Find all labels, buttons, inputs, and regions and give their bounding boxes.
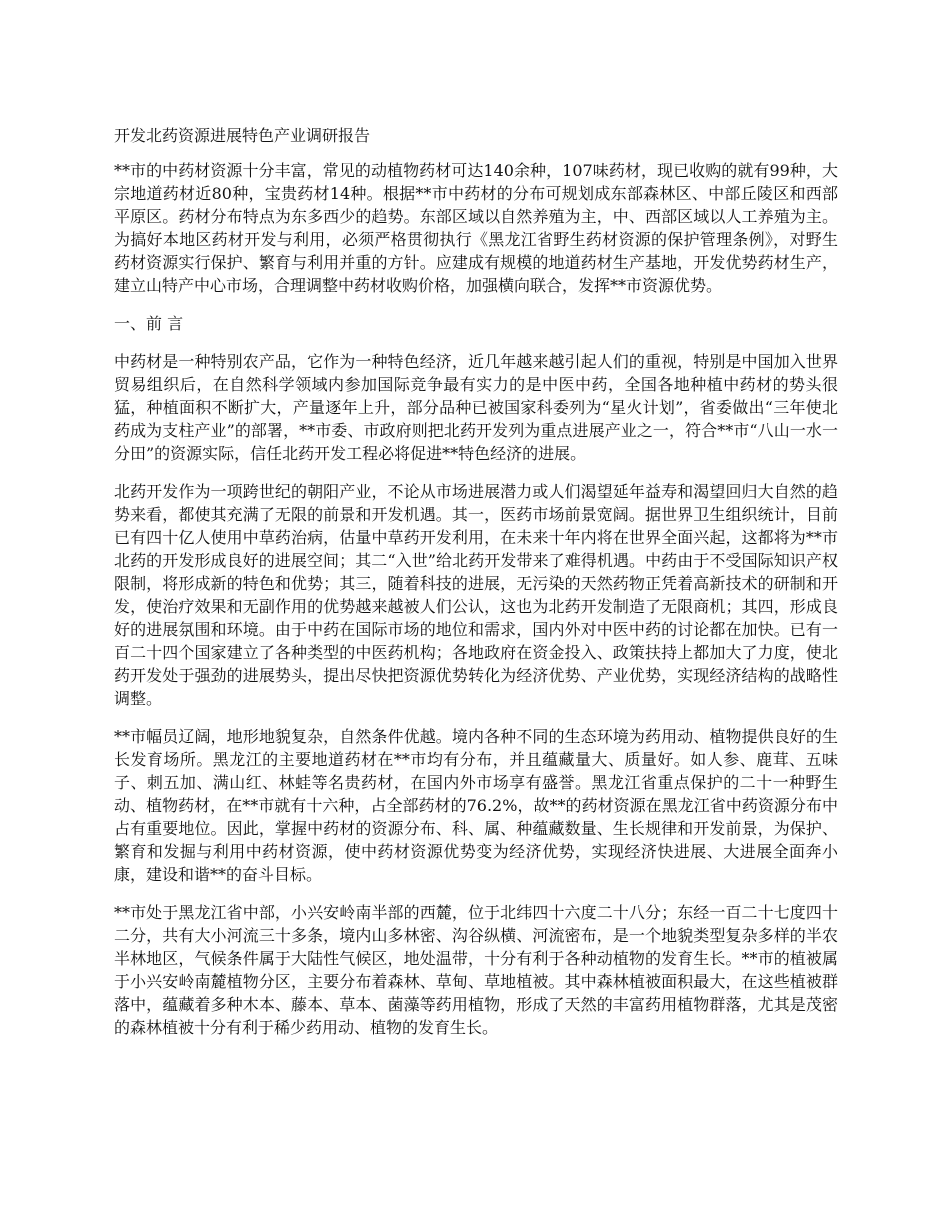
body-paragraph: **市处于黑龙江省中部，小兴安岭南半部的西麓，位于北纬四十六度二十八分；东经一百二十七度四十二分，共有大小河流三十多条，境内山多林密、沟谷纵横、河流密布，是一个地貌类型复杂多样的半农半林地区，气候条件属于大陆性气候区，地处温带，十分有利于各种动植物的发育生长。**市的植被属于小兴安岭南麓植物分区，主要分布着森林、草甸、草地植被。其中森林植被面积最大，在这些植被群落中，蕴藏着多种木本、藤本、草本、菌藻等药用植物，形成了天然的丰富药用植物群落，尤其是茂密的森林植被十分有利于稀少药用动、植物的发育生长。 — [114, 903, 838, 1037]
intro-paragraph: **市的中药材资源十分丰富，常见的动植物药材可达140余种，107味药材，现已收购的就有99种，大宗地道药材近80种，宝贵药材14种。根据**市中药材的分布可规划成东部森林区、中部丘陵区和西部平原区。药材分布特点为东多西少的趋势。东部区域以自然养殖为主，中、西部区域以人工养殖为主。为搞好本地区药材开发与利用，必须严格贯彻执行《黑龙江省野生药材资源的保护管理条例》，对野生药材资源实行保护、繁育与利用并重的方针。应建成有规模的地道药材生产基地，开发优势药材生产，建立山特产中心市场，合理调整中药材收购价格，加强横向联合，发挥**市资源优势。 — [114, 161, 838, 295]
body-paragraph: **市幅员辽阔，地形地貌复杂，自然条件优越。境内各种不同的生态环境为药用动、植物提供良好的生长发育场所。黑龙江的主要地道药材在**市均有分布，并且蕴藏量大、质量好。如人参、鹿茸、五味子、刺五加、满山红、林蛙等名贵药材，在国内外市场享有盛誉。黑龙江省重点保护的二十一种野生动、植物药材，在**市就有十六种，占全部药材的76.2%，故**的药材资源在黑龙江省中药资源分布中占有重要地位。因此，掌握中药材的资源分布、科、属、种蕴藏数量、生长规律和开发前景，为保护、繁育和发掘与利用中药材资源，使中药材资源优势变为经济优势，实现经济快进展、大进展全面奔小康，建设和谐**的奋斗目标。 — [114, 727, 838, 884]
section-heading-preface: 一、前 言 — [114, 314, 184, 333]
body-paragraph: 北药开发作为一项跨世纪的朝阳产业，不论从市场进展潜力或人们渴望延年益寿和渴望回归大自然的趋势来看，都使其充满了无限的前景和开发机遇。其一，医药市场前景宽阔。据世界卫生组织统计，目前已有四十亿人使用中草药治病，估量中草药开发利用，在未来十年内将在世界全面兴起，这都将为**市北药的开发形成良好的进展空间；其二“入世”给北药开发带来了难得机遇。中药由于不受国际知识产权限制，将形成新的特色和优势；其三，随着科技的进展，无污染的天然药物正凭着高新技术的研制和开发，使治疗效果和无副作用的优势越来越被人们公认，这也为北药开发制造了无限商机；其四，形成良好的进展氛围和环境。由于中药在国际市场的地位和需求，国内外对中医中药的讨论都在加快。已有一百二十四个国家建立了各种类型的中医药机构；各地政府在资金投入、政策扶持上都加大了力度，使北药开发处于强劲的进展势头，提出尽快把资源优势转化为经济优势、产业优势，实现经济结构的战略性调整。 — [114, 482, 838, 708]
body-paragraph: 中药材是一种特别农产品，它作为一种特色经济，近几年越来越引起人们的重视，特别是中国加入世界贸易组织后，在自然科学领域内参加国际竞争最有实力的是中医中药，全国各地种植中药材的势头很猛，种植面积不断扩大，产量逐年上升，部分品种已被国家科委列为“星火计划”，省委做出“三年使北药成为支柱产业”的部署，**市委、市政府则把北药开发列为重点进展产业之一，符合**市“八山一水一分田”的资源实际，信任北药开发工程必将促进**特色经济的进展。 — [114, 352, 838, 463]
document-page — [114, 124, 838, 1054]
document-title: 开发北药资源进展特色产业调研报告 — [114, 126, 371, 145]
